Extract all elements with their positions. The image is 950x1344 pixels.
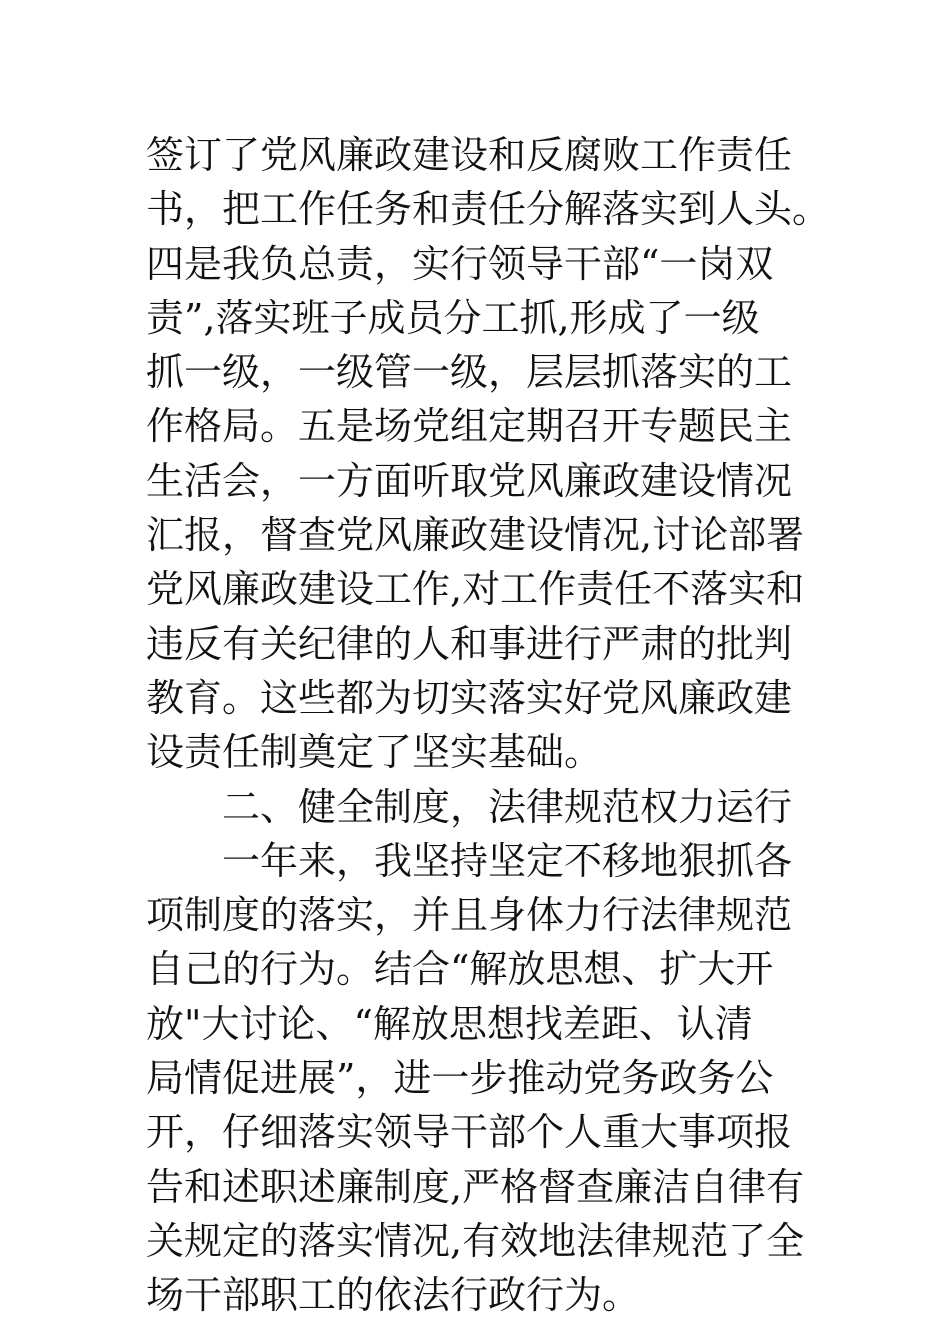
text-line: 设责任制奠定了坚实基础。: [146, 730, 603, 775]
text-line: 项制度的落实，并且身体力行法律规范: [146, 893, 793, 938]
text-line: 告和述职述廉制度,严格督查廉洁自律有: [146, 1164, 805, 1209]
text-line: 签订了党风廉政建设和反腐败工作责任: [146, 133, 793, 177]
paragraph-start: 一年来，我坚持坚定不移地狠抓各: [222, 838, 793, 883]
section-heading: 二、健全制度，法律规范权力运行: [222, 784, 793, 829]
text-line: 责”,落实班子成员分工抓,形成了一级: [146, 295, 760, 340]
text-line: 放"大讨论、“解放思想找差距、认清: [146, 1001, 753, 1046]
text-line: 教育。这些都为切实落实好党风廉政建: [146, 675, 793, 720]
text-line: 汇报，督查党风廉政建设情况,讨论部署: [146, 513, 805, 558]
text-line: 抓一级，一级管一级，层层抓落实的工: [146, 350, 793, 395]
text-line: 局情促进展”，进一步推动党务政务公: [146, 1056, 774, 1101]
text-line: 书，把工作任务和责任分解落实到人头。: [146, 187, 831, 232]
text-line: 党风廉政建设工作,对工作责任不落实和: [146, 567, 805, 612]
text-line: 开，仔细落实领导干部个人重大事项报: [146, 1110, 793, 1155]
text-line: 作格局。五是场党组定期召开专题民主: [146, 404, 793, 449]
text-line: 违反有关纪律的人和事进行严肃的批判: [146, 621, 793, 666]
text-line: 四是我负总责，实行领导干部“一岗双: [146, 241, 774, 286]
text-line: 关规定的落实情况,有效地法律规范了全: [146, 1218, 805, 1263]
text-line: 自己的行为。结合“解放思想、扩大开: [146, 947, 774, 992]
text-line: 生活会，一方面听取党风廉政建设情况: [146, 458, 793, 503]
text-line: 场干部职工的依法行政行为。: [146, 1273, 641, 1318]
document-body: [146, 128, 831, 1323]
